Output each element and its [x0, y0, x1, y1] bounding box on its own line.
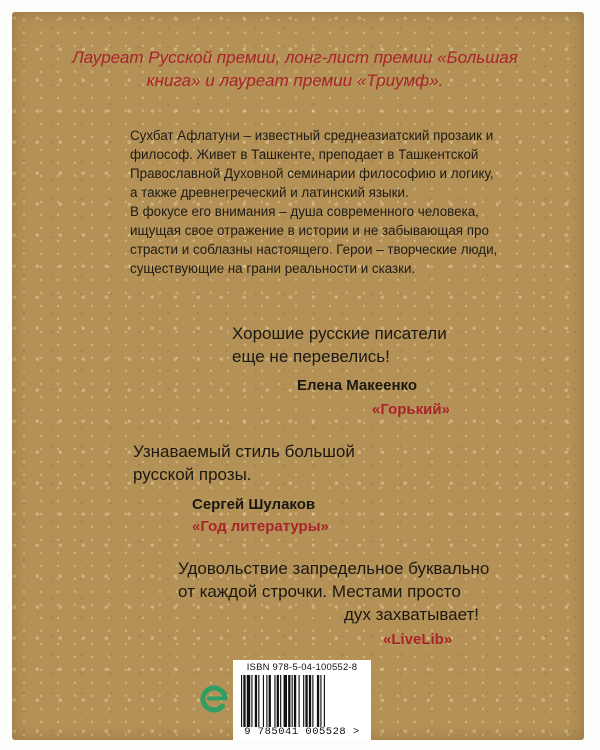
barcode-bar: [324, 675, 325, 727]
barcode-bar: [247, 675, 250, 727]
barcode-bar: [258, 675, 259, 727]
barcode-bar: [241, 675, 242, 727]
award-text: Лауреат Русской премии, лонг-лист премии «Большая книга» и лауреат премии «Триумф».: [72, 48, 518, 90]
quote-1-line-2: еще не перевелись!: [232, 347, 390, 366]
barcode-bar: [309, 675, 311, 727]
quote-2-author: Сергей Шулаков: [192, 496, 316, 513]
barcode-bar: [280, 675, 281, 727]
cover-panel: [12, 12, 584, 740]
barcode-bar: [277, 675, 279, 727]
barcode-bar: [269, 675, 271, 727]
bio-paragraph-1: Сухбат Афлатуни – известный среднеазиатский прозаик и философ. Живет в Ташкенте, преподает в Ташкентской Православной Духовной семинарии философию и логику, а также древнегреческий и латинский языки.: [130, 128, 494, 200]
barcode-bar: [292, 675, 293, 727]
barcode-bar: [274, 675, 275, 727]
author-bio: [130, 126, 500, 278]
barcode-bar: [305, 675, 307, 727]
barcode-bar: [284, 675, 287, 727]
quote-3-line-1: Удовольствие запредельное буквально: [178, 559, 490, 578]
quote-2-source: «Год литературы»: [192, 518, 329, 535]
barcode-bar: [299, 675, 300, 727]
quote-2-line-1: Узнаваемый стиль большой: [133, 442, 355, 461]
barcode-bar: [243, 675, 245, 727]
bio-paragraph-2: В фокусе его внимания – душа современного человека, ищущая свое отражение в истории и не забывающая про страсти и соблазны настоящего. Герои – творческие люди, существующие на грани реальности и сказки.: [130, 204, 498, 276]
barcode-bar: [320, 675, 321, 727]
isbn-label: ISBN 978-5-04-100552-8: [246, 662, 358, 673]
barcode-bar: [312, 675, 313, 727]
quote-3-source: «LiveLib»: [383, 631, 453, 648]
barcode-bar: [251, 675, 252, 727]
quote-2-line-2: русской прозы.: [133, 465, 252, 484]
quote-1-line-1: Хорошие русские писатели: [232, 324, 447, 343]
barcode-bar: [317, 675, 319, 727]
barcode-bar: [303, 675, 304, 727]
eksmo-logo-icon: [200, 684, 230, 714]
barcode-bar: [294, 675, 296, 727]
barcode-bar: [288, 675, 290, 727]
quote-3-line-2: от каждой строчки. Местами просто: [178, 582, 461, 601]
quote-1-author: Елена Макеенко: [297, 377, 417, 394]
quote-1-source: «Горький»: [372, 401, 450, 418]
barcode-bar: [263, 675, 264, 727]
barcode-bar: [255, 675, 257, 727]
isbn-digits: 9 785041 005528 >: [244, 726, 360, 738]
barcode-bar: [266, 675, 267, 727]
isbn-barcode-block: [233, 660, 371, 740]
quote-3-line-3: дух захватывает!: [344, 605, 480, 624]
barcode: [239, 675, 365, 727]
